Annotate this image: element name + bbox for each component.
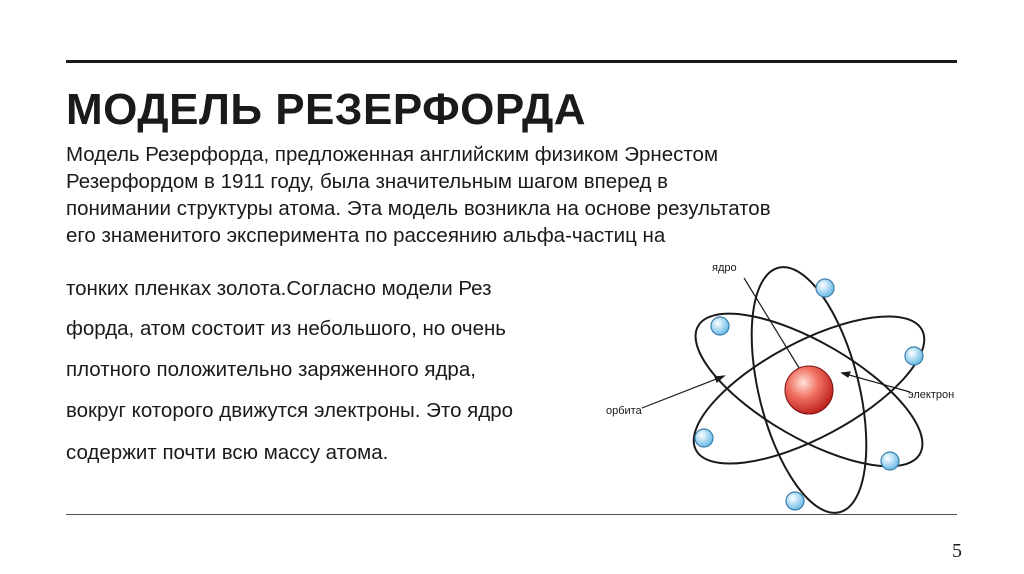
electron xyxy=(711,317,729,335)
orbit-label: орбита xyxy=(606,405,642,417)
electron-label: электрон xyxy=(908,389,955,401)
atom-model-figure xyxy=(596,258,976,520)
wrap-line: форда, атом состоит из небольшого, но очень xyxy=(66,317,506,340)
top-rule xyxy=(66,60,957,63)
intro-paragraph xyxy=(66,141,771,249)
electron xyxy=(816,279,834,297)
intro-line: Модель Резерфорда, предложенная английским физиком Эрнестом xyxy=(66,143,719,166)
page-number: 5 xyxy=(952,540,962,562)
electron xyxy=(881,452,899,470)
wrap-line: плотного положительно заряженного ядра, xyxy=(66,358,476,381)
wrap-line: содержит почти всю массу атома. xyxy=(66,441,389,464)
wrapped-paragraph xyxy=(66,273,596,473)
slide-title: МОДЕЛЬ РЕЗЕРФОРДА xyxy=(66,85,587,134)
nucleus-label: ядро xyxy=(712,262,737,274)
intro-line: его знаменитого эксперимента по рассеянию альфа-частиц на xyxy=(66,224,666,247)
electron xyxy=(695,429,713,447)
electron xyxy=(905,347,923,365)
bottom-rule xyxy=(66,514,957,515)
intro-line: понимании структуры атома. Эта модель возникла на основе результатов xyxy=(66,197,771,220)
intro-line: Резерфордом в 1911 году, была значительным шагом вперед в xyxy=(66,170,668,193)
nucleus xyxy=(785,366,833,414)
atom-diagram xyxy=(596,258,976,520)
wrap-line: вокруг которого движутся электроны. Это ядро xyxy=(66,399,514,422)
electron xyxy=(786,492,804,510)
wrap-line: тонких пленках золота.Согласно модели Рез xyxy=(66,277,492,300)
